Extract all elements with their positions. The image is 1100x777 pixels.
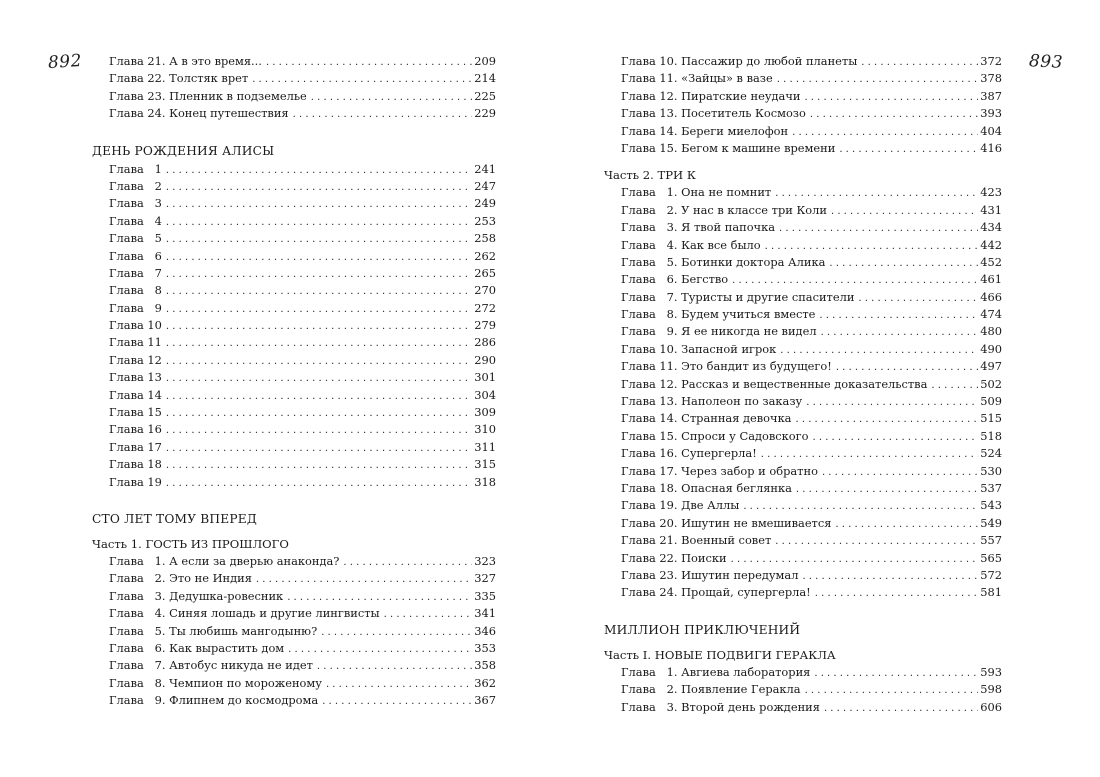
chapter-title: Глава 19. Две Аллы [621, 498, 740, 513]
toc-entry [92, 474, 496, 491]
part-heading: Часть I. НОВЫЕ ПОДВИГИ ГЕРАКЛА [604, 647, 836, 662]
chapter-page-number: 518 [980, 428, 1002, 443]
chapter-page-number: 309 [474, 405, 496, 420]
toc-entry [604, 480, 1002, 497]
dot-leader [322, 693, 472, 710]
chapter-page-number: 593 [980, 664, 1002, 679]
toc-entry [92, 623, 496, 640]
chapter-title: Глава 17. Через забор и обратно [621, 463, 818, 478]
toc-entry [92, 404, 496, 421]
chapter-page-number: 341 [474, 606, 496, 621]
dot-leader [326, 676, 472, 693]
toc-entry [604, 123, 1002, 140]
dot-leader [780, 342, 978, 359]
chapter-title: Глава 6 [109, 248, 162, 263]
chapter-page-number: 461 [980, 272, 1002, 287]
chapter-title: Глава 4. Как все было [621, 237, 761, 252]
dot-leader [795, 411, 978, 428]
chapter-page-number: 393 [980, 106, 1002, 121]
chapter-title: Глава 15. Спроси у Садовского [621, 428, 809, 443]
toc-entry [604, 567, 1002, 584]
dot-leader [775, 185, 978, 202]
toc-entry [604, 306, 1002, 323]
dot-leader [166, 249, 472, 266]
dot-leader [931, 377, 978, 394]
dot-leader [166, 179, 472, 196]
toc-entry [92, 692, 496, 709]
chapter-title: Глава 1. А если за дверью анаконда? [109, 553, 340, 568]
chapter-page-number: 372 [980, 54, 1002, 68]
chapter-page-number: 323 [474, 553, 496, 568]
dot-leader [861, 54, 978, 71]
toc-entry [92, 105, 496, 122]
toc-entry [92, 553, 496, 570]
chapter-page-number: 310 [474, 422, 496, 437]
dot-leader [761, 446, 978, 463]
dot-leader [166, 422, 472, 439]
chapter-page-number: 335 [474, 588, 496, 603]
dot-leader [835, 516, 978, 533]
toc-entry [92, 282, 496, 299]
toc-entry [604, 584, 1002, 601]
dot-leader [166, 335, 472, 352]
chapter-title: Глава 8. Будем учиться вместе [621, 307, 816, 322]
toc-entry [92, 640, 496, 657]
toc-entry [604, 376, 1002, 393]
chapter-page-number: 315 [474, 457, 496, 472]
chapter-page-number: 434 [980, 220, 1002, 235]
toc-entry [604, 463, 1002, 480]
dot-leader [831, 203, 978, 220]
chapter-title: Глава 2. Появление Геракла [621, 682, 801, 697]
chapter-title: Глава 24. Конец путешествия [109, 106, 289, 121]
section-gap [92, 123, 496, 141]
chapter-title: Глава 2. У нас в классе три Коли [621, 202, 827, 217]
chapter-title: Глава 19 [109, 474, 162, 489]
chapter-title: Глава 11. Это бандит из будущего! [621, 359, 832, 374]
chapter-title: Глава 8 [109, 283, 162, 298]
chapter-title: Глава 2. Это не Индия [109, 571, 252, 586]
chapter-page-number: 606 [980, 699, 1002, 714]
toc-entry [604, 410, 1002, 427]
chapter-page-number: 497 [980, 359, 1002, 374]
chapter-page-number: 318 [474, 474, 496, 489]
chapter-title: Глава 17 [109, 439, 162, 454]
dot-leader [814, 665, 978, 682]
chapter-page-number: 247 [474, 178, 496, 193]
chapter-page-number: 241 [474, 161, 496, 176]
toc-entry [92, 317, 496, 334]
chapter-title: Глава 10. Пассажир до любой планеты [621, 54, 858, 68]
toc-entry [604, 105, 1002, 122]
toc-entry [604, 254, 1002, 271]
dot-leader [256, 571, 472, 588]
dot-leader [321, 624, 472, 641]
chapter-page-number: 581 [980, 585, 1002, 600]
chapter-page-number: 524 [980, 446, 1002, 461]
chapter-page-number: 530 [980, 463, 1002, 478]
dot-leader [805, 682, 979, 699]
chapter-title: Глава 11 [109, 335, 162, 350]
toc-entry [604, 271, 1002, 288]
chapter-page-number: 262 [474, 248, 496, 263]
chapter-title: Глава 1 [109, 161, 162, 176]
dot-leader [815, 585, 979, 602]
toc-entry [92, 588, 496, 605]
dot-leader [166, 353, 472, 370]
dot-leader [166, 318, 472, 335]
toc-entry [604, 428, 1002, 445]
chapter-title: Глава 7. Туристы и другие спасители [621, 289, 855, 304]
chapter-page-number: 362 [474, 675, 496, 690]
chapter-page-number: 265 [474, 265, 496, 280]
dot-leader [317, 658, 472, 675]
dot-leader [252, 71, 472, 88]
dot-leader [166, 388, 472, 405]
chapter-title: Глава 12. Рассказ и вещественные доказательства [621, 376, 928, 391]
dot-leader [821, 324, 979, 341]
toc-entry [604, 202, 1002, 219]
chapter-page-number: 225 [474, 88, 496, 103]
chapter-page-number: 431 [980, 202, 1002, 217]
dot-leader [792, 124, 978, 141]
chapter-title: Глава 20. Ишутин не вмешивается [621, 515, 832, 530]
dot-leader [166, 266, 472, 283]
chapter-page-number: 387 [980, 88, 1002, 103]
chapter-title: Глава 3 [109, 196, 162, 211]
toc-entry [92, 88, 496, 105]
chapter-page-number: 423 [980, 185, 1002, 200]
chapter-title: Глава 3. Я твой папочка [621, 220, 776, 235]
chapter-page-number: 466 [980, 289, 1002, 304]
toc-entry [604, 681, 1002, 698]
page-number: 892 [47, 50, 83, 74]
chapter-page-number: 509 [980, 394, 1002, 409]
dot-leader [777, 71, 979, 88]
dot-leader [810, 106, 978, 123]
chapter-title: Глава 7. Автобус никуда не идет [109, 658, 313, 673]
chapter-title: Глава 22. Поиски [621, 550, 727, 565]
chapter-title: Глава 7 [109, 265, 162, 280]
dot-leader [166, 196, 472, 213]
chapter-page-number: 209 [474, 54, 496, 68]
chapter-page-number: 598 [980, 682, 1002, 697]
chapter-title: Глава 13. Наполеон по заказу [621, 394, 803, 409]
chapter-title: Глава 22. Толстяк врет [109, 71, 249, 86]
dot-leader [796, 481, 978, 498]
chapter-page-number: 214 [474, 71, 496, 86]
chapter-title: Глава 6. Как вырастить дом [109, 640, 285, 655]
chapter-page-number: 367 [474, 693, 496, 708]
toc-entry [92, 352, 496, 369]
chapter-page-number: 474 [980, 307, 1002, 322]
chapter-title: Глава 23. Пленник в подземелье [109, 88, 307, 103]
toc-entry [604, 550, 1002, 567]
chapter-page-number: 502 [980, 376, 1002, 391]
dot-leader [775, 533, 978, 550]
chapter-title: Глава 13 [109, 370, 162, 385]
toc-entry [92, 230, 496, 247]
chapter-title: Глава 1. Она не помнит [621, 185, 772, 200]
toc-entry [92, 248, 496, 265]
chapter-title: Глава 1. Авгиева лаборатория [621, 664, 811, 679]
chapter-title: Глава 21. А в это время... [109, 54, 262, 68]
dot-leader [812, 429, 978, 446]
toc-entry [604, 699, 1002, 716]
chapter-page-number: 290 [474, 352, 496, 367]
chapter-page-number: 358 [474, 658, 496, 673]
chapter-page-number: 572 [980, 567, 1002, 582]
toc-entry [92, 213, 496, 230]
chapter-page-number: 304 [474, 387, 496, 402]
section-heading: ДЕНЬ РОЖДЕНИЯ АЛИСЫ [92, 143, 275, 158]
toc-entry [92, 334, 496, 351]
chapter-title: Глава 5 [109, 231, 162, 246]
dot-leader [765, 238, 979, 255]
chapter-page-number: 253 [474, 213, 496, 228]
chapter-title: Глава 16 [109, 422, 162, 437]
toc-entry [92, 456, 496, 473]
toc-entry [92, 70, 496, 87]
dot-leader [287, 589, 472, 606]
chapter-page-number: 442 [980, 237, 1002, 252]
toc-entry [604, 445, 1002, 462]
dot-leader [166, 162, 472, 179]
toc-entry [92, 195, 496, 212]
toc-entry [604, 341, 1002, 358]
chapter-title: Глава 8. Чемпион по мороженому [109, 675, 322, 690]
chapter-title: Глава 9. Я ее никогда не видел [621, 324, 817, 339]
dot-leader [288, 641, 472, 658]
chapter-page-number: 249 [474, 196, 496, 211]
chapter-page-number: 416 [980, 140, 1002, 155]
dot-leader [166, 283, 472, 300]
dot-leader [822, 464, 978, 481]
dot-leader [311, 89, 472, 106]
toc-entry [92, 439, 496, 456]
chapter-title: Глава 10 [109, 318, 162, 333]
chapter-title: Глава 6. Бегство [621, 272, 729, 287]
dot-leader [731, 551, 979, 568]
chapter-title: Глава 21. Военный совет [621, 533, 772, 548]
chapter-page-number: 378 [980, 71, 1002, 86]
chapter-title: Глава 13. Посетитель Космозо [621, 106, 806, 121]
toc-entry [604, 664, 1002, 681]
chapter-page-number: 515 [980, 411, 1002, 426]
toc-entry [92, 300, 496, 317]
chapter-page-number: 353 [474, 640, 496, 655]
dot-leader [266, 54, 472, 71]
dot-leader [166, 231, 472, 248]
toc-entry [92, 369, 496, 386]
chapter-page-number: 258 [474, 231, 496, 246]
toc-entry [92, 178, 496, 195]
toc-entry [604, 515, 1002, 532]
dot-leader [166, 405, 472, 422]
section-heading: МИЛЛИОН ПРИКЛЮЧЕНИЙ [604, 622, 801, 637]
dot-leader [858, 290, 978, 307]
chapter-page-number: 346 [474, 623, 496, 638]
chapter-page-number: 327 [474, 571, 496, 586]
page-number: 893 [1028, 51, 1064, 73]
section-heading: СТО ЛЕТ ТОМУ ВПЕРЕД [92, 511, 257, 526]
chapter-title: Глава 3. Дедушка-ровесник [109, 588, 284, 603]
dot-leader [166, 214, 472, 231]
toc-entry [92, 265, 496, 282]
chapter-page-number: 279 [474, 318, 496, 333]
chapter-title: Глава 3. Второй день рождения [621, 699, 820, 714]
chapter-title: Глава 16. Супергерла! [621, 446, 757, 461]
dot-leader [166, 475, 472, 492]
dot-leader [293, 106, 473, 123]
dot-leader [743, 498, 978, 515]
chapter-title: Глава 14 [109, 387, 162, 402]
chapter-page-number: 452 [980, 254, 1002, 269]
chapter-title: Глава 15. Бегом к машине времени [621, 140, 836, 155]
chapter-page-number: 490 [980, 341, 1002, 356]
chapter-page-number: 404 [980, 123, 1002, 138]
toc-entry [92, 421, 496, 438]
chapter-title: Глава 15 [109, 405, 162, 420]
dot-leader [804, 89, 978, 106]
chapter-title: Глава 23. Ишутин передумал [621, 567, 799, 582]
toc-entry [604, 53, 1002, 70]
toc-entry [604, 184, 1002, 201]
chapter-title: Глава 5. Ты любишь мангодыню? [109, 623, 318, 638]
toc-entry [604, 532, 1002, 549]
section-gap [604, 157, 1002, 166]
chapter-page-number: 270 [474, 283, 496, 298]
chapter-page-number: 311 [474, 439, 496, 454]
table-of-contents [604, 53, 1002, 716]
chapter-page-number: 565 [980, 550, 1002, 565]
chapter-page-number: 549 [980, 515, 1002, 530]
chapter-title: Глава 2 [109, 178, 162, 193]
dot-leader [166, 370, 472, 387]
dot-leader [836, 359, 978, 376]
toc-entry [92, 605, 496, 622]
toc-entry [92, 387, 496, 404]
toc-entry [604, 88, 1002, 105]
toc-entry [604, 323, 1002, 340]
toc-entry [604, 70, 1002, 87]
chapter-title: Глава 18 [109, 457, 162, 472]
dot-leader [824, 700, 978, 717]
part-heading: Часть 1. ГОСТЬ ИЗ ПРОШЛОГО [92, 536, 289, 551]
chapter-title: Глава 4. Синяя лошадь и другие лингвисты [109, 606, 380, 621]
chapter-page-number: 537 [980, 480, 1002, 495]
chapter-title: Глава 14. Береги миелофон [621, 123, 789, 138]
toc-entry [604, 140, 1002, 157]
right-page [550, 0, 1100, 777]
dot-leader [732, 272, 978, 289]
dot-leader [384, 606, 473, 623]
dot-leader [819, 307, 978, 324]
chapter-page-number: 272 [474, 300, 496, 315]
toc-entry [604, 219, 1002, 236]
chapter-page-number: 286 [474, 335, 496, 350]
toc-entry [92, 657, 496, 674]
chapter-title: Глава 18. Опасная беглянка [621, 480, 792, 495]
dot-leader [166, 301, 472, 318]
chapter-page-number: 543 [980, 498, 1002, 513]
section-gap [92, 491, 496, 509]
chapter-title: Глава 9. Флипнем до космодрома [109, 693, 319, 708]
dot-leader [779, 220, 978, 237]
toc-entry [92, 53, 496, 70]
chapter-title: Глава 11. «Зайцы» в вазе [621, 71, 773, 86]
chapter-page-number: 229 [474, 106, 496, 121]
dot-leader [839, 141, 978, 158]
part-heading: Часть 2. ТРИ К [604, 168, 696, 183]
dot-leader [802, 568, 978, 585]
toc-entry [92, 161, 496, 178]
chapter-page-number: 480 [980, 324, 1002, 339]
section-gap [604, 602, 1002, 620]
toc-entry [604, 497, 1002, 514]
chapter-title: Глава 24. Прощай, супергерла! [621, 585, 811, 600]
dot-leader [166, 457, 472, 474]
toc-entry [92, 675, 496, 692]
chapter-title: Глава 9 [109, 300, 162, 315]
dot-leader [166, 440, 472, 457]
chapter-title: Глава 4 [109, 213, 162, 228]
toc-entry [604, 393, 1002, 410]
chapter-title: Глава 10. Запасной игрок [621, 341, 777, 356]
chapter-title: Глава 12. Пиратские неудачи [621, 88, 801, 103]
chapter-title: Глава 14. Странная девочка [621, 411, 792, 426]
toc-entry [604, 237, 1002, 254]
chapter-title: Глава 5. Ботинки доктора Алика [621, 254, 826, 269]
chapter-title: Глава 12 [109, 352, 162, 367]
toc-entry [604, 358, 1002, 375]
toc-entry [92, 570, 496, 587]
chapter-page-number: 557 [980, 533, 1002, 548]
toc-entry [604, 289, 1002, 306]
dot-leader [829, 255, 978, 272]
table-of-contents [92, 53, 496, 710]
chapter-page-number: 301 [474, 370, 496, 385]
dot-leader [806, 394, 978, 411]
dot-leader [343, 554, 472, 571]
